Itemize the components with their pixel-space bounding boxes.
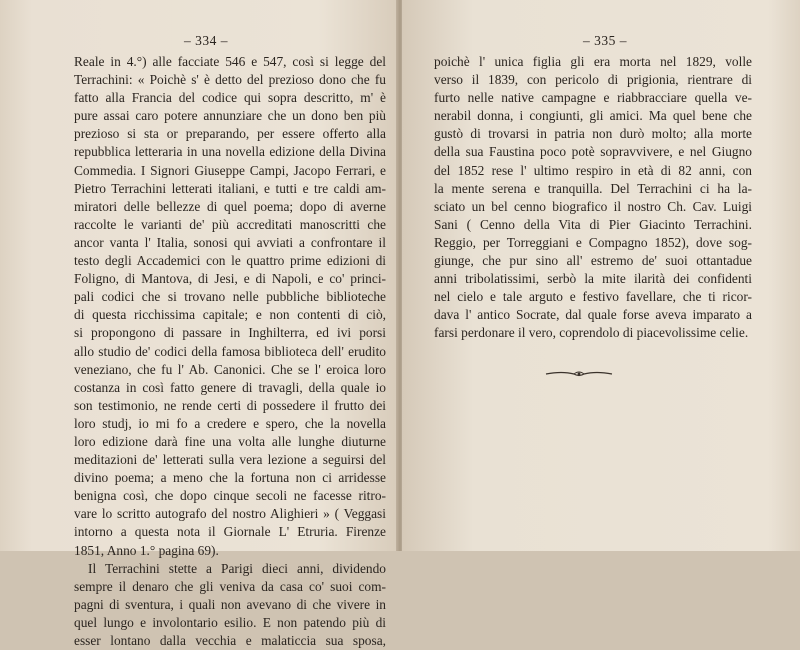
left-page-line-12: testo degli Accademici con le quattro prime edizioni di (74, 253, 386, 269)
right-page-line-13: anni tribolatissimi, serbò la mite ilarità dei confidenti (434, 271, 752, 287)
right-page-line-10: Sani ( Cenno della Vita di Pier Giacinto Terrachini. (434, 216, 752, 232)
left-page-line-13: Foligno, di Mantova, di Jesi, e di Napoli, e co' princi- (74, 271, 386, 287)
left-page-line-19: costanza in così fatto genere di travagli, della quale io (74, 379, 386, 395)
left-page-line-25: benigna così, che dopo cinque secoli ne facesse ritro- (74, 488, 386, 504)
left-page-line-9: miratori delle bellezze di quel poema; dopo di averne (74, 198, 386, 214)
left-page-line-10: raccolte le varianti de' più accreditati manoscritti che (74, 216, 386, 232)
right-page-line-2: verso il 1839, con pericolo di prigionia, rientrare di (434, 72, 752, 88)
left-page-line-23: meditazioni de' letterati sulla vera lezione a seguirsi del (74, 452, 386, 468)
right-page-line-3: furto nelle native campagne e riabbracciare quella ve- (434, 90, 752, 106)
left-page-line-28: 1851, Anno 1.° pagina 69). (74, 542, 219, 558)
left-page-line-21: loro studj, io mi fo a credere e spero, che la novella (74, 415, 386, 431)
right-page-line-14: nel cielo e tale arguto e festivo favellare, che ti ricor- (434, 289, 752, 305)
left-page-line-16: si propongono di passare in Inghilterra, ed ivi porsi (74, 325, 386, 341)
left-page-line-14: pali codici che si trovano nelle pubbliche biblioteche (74, 289, 386, 305)
left-page-line-20: son testimonio, ne rende certi di possedere il frutto dei (74, 397, 386, 413)
left-page-line-3: fatto alla Francia del codice qui sopra descritto, m' è (74, 90, 386, 106)
left-page-line-26: vare lo scritto autografo del nostro Alighieri » ( Veggasi (74, 506, 386, 522)
right-page-line-8: la mente serena e tranquilla. Del Terrachini ci ha la- (434, 180, 752, 196)
end-ornament-icon (544, 369, 614, 379)
left-page-line-7: Commedia. I Signori Giuseppe Campi, Jacopo Ferrari, e (74, 162, 386, 178)
right-page-number: – 335 – (583, 33, 627, 48)
right-page-line-15: dava l' antico Socrate, dal quale forse aveva imparato a (434, 307, 752, 323)
right-page-line-12: giunge, che pur sino all' estremo de' suoi ottantadue (434, 253, 752, 269)
right-page-line-4: nerabil donna, i congiunti, gli amici. Ma quel bene che (434, 108, 752, 124)
left-page-line-30: sempre il denaro che gli veniva da casa co' suoi com- (74, 578, 386, 594)
right-page-line-11: Reggio, per Torreggiani e Compagno 1852), dove sog- (434, 234, 752, 250)
left-page-line-15: di questa ricchissima capitale; e non contenti di ciò, (74, 307, 386, 323)
left-page-line-8: Pietro Terrachini letterati italiani, e tutti e tre caldi am- (74, 180, 386, 196)
left-page-line-22: loro edizione darà fine una volta alle lunghe diuturne (74, 433, 386, 449)
left-page-line-1: Reale in 4.°) alle facciate 546 e 547, così si legge del (74, 54, 386, 69)
left-page-line-32: quel lungo e involontario esilio. E non patendo più di (74, 614, 386, 630)
right-page-line-7: del 1852 rese l' ultimo respiro in età di 82 anni, con (434, 162, 752, 178)
right-page-line-6: della sua Faustina poco potè sopravvivere, e nel Giugno (434, 144, 752, 160)
left-page-line-29: Il Terrachini stette a Parigi dieci anni, dividendo (88, 560, 386, 576)
left-page-line-2: Terrachini: « Poichè s' è detto del prezioso dono che fu (74, 72, 386, 88)
left-page-line-5: prezioso si sta or preparando, per essere offerto alla (74, 126, 386, 142)
left-page-line-24: divino poema; a meno che la fortuna non ci arridesse (74, 470, 386, 486)
left-page (0, 0, 398, 648)
right-page-line-5: gustò di trovarsi in patria non durò molto; alla morte (434, 126, 752, 142)
left-page-line-31: pagni di sventura, i quali non avevano di che vivere in (74, 596, 386, 612)
left-page-line-17: allo studio de' codici della famosa biblioteca dell' erudito (74, 343, 386, 359)
left-page-line-18: veneziano, che fu l' Ab. Canonici. Che se l' eroica loro (74, 361, 386, 377)
right-page (402, 0, 800, 551)
left-page-text (74, 53, 386, 650)
right-page-line-9: sciato un bel cenno biografico il nostro Ch. Cav. Luigi (434, 198, 752, 214)
right-page-line-1: poichè l' unica figlia gli era morta nel 1829, volle (434, 54, 752, 69)
left-page-line-6: repubblica letteraria in una novella edizione della Divina (74, 144, 386, 160)
left-page-number: – 334 – (184, 33, 228, 48)
right-page-text (434, 53, 752, 343)
left-page-line-11: ancor vanta l' Italia, sonosi qui avviati a confrontare il (74, 234, 386, 250)
left-page-line-4: pure assai caro potere annunziare che un dono ben più (74, 108, 386, 124)
left-page-line-33: esser lontano dalla vecchia e malaticcia sua sposa, (74, 633, 386, 648)
left-page-line-27: intorno a questa nota il Giornale L' Etruria. Firenze (74, 524, 386, 540)
right-page-line-16: farsi perdonare il vero, coprendolo di piacevolissime celie. (434, 325, 749, 341)
